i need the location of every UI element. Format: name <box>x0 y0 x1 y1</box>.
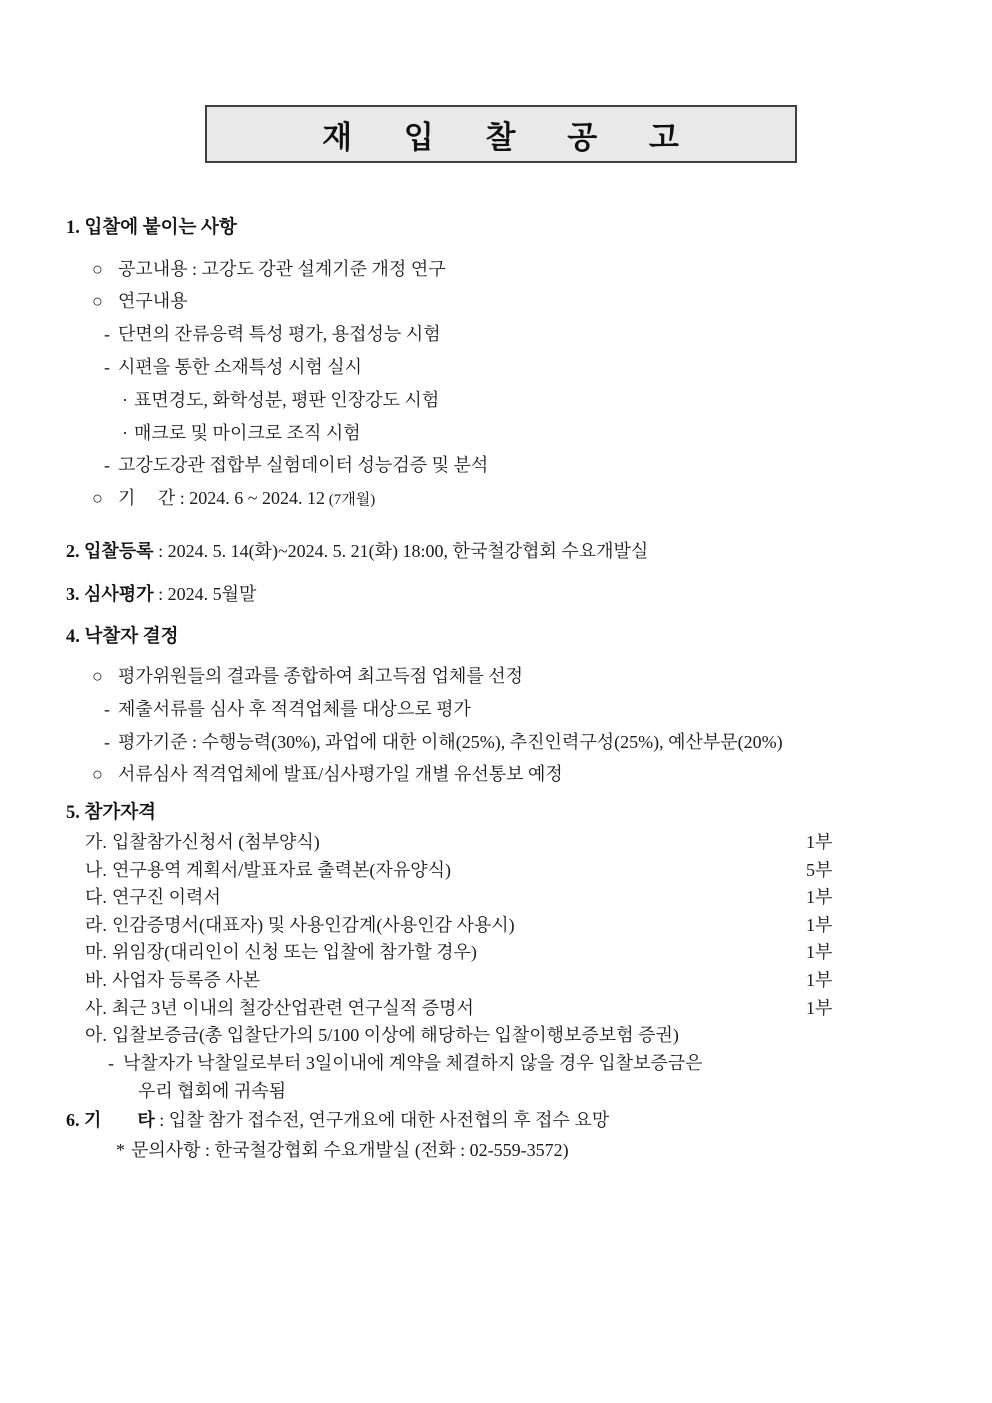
document-title: 재 입 찰 공 고 <box>322 119 680 155</box>
dash-bullet: - <box>108 1053 114 1073</box>
row-marker: 라. <box>85 915 107 935</box>
row-marker: 바. <box>85 970 107 990</box>
circle-bullet: ○ <box>92 291 103 311</box>
deposit-note-line <box>108 1051 703 1075</box>
section-4-item-1 <box>92 664 523 688</box>
document-content <box>66 0 966 1403</box>
item-text: 평가위원들의 결과를 종합하여 최고득점 업체를 선정 <box>118 666 524 686</box>
circle-bullet: ○ <box>92 764 103 784</box>
dot-bullet: · <box>122 423 128 443</box>
section-4-subitem-2 <box>104 730 783 754</box>
dash-bullet: - <box>104 699 110 719</box>
section-2-value: : 2024. 5. 14(화)~2024. 5. 21(화) 18:00, 한국철강협회 수요개발실 <box>153 541 649 561</box>
row-text: 최근 3년 이내의 철강산업관련 연구실적 증명서 <box>112 998 474 1018</box>
section-2-line <box>66 539 648 563</box>
requirement-row-6 <box>85 968 854 992</box>
requirement-row-2 <box>85 858 854 882</box>
section-1-subitem-2 <box>104 355 362 379</box>
item-text: 고강도강관 접합부 실험데이터 성능검증 및 분석 <box>118 455 489 475</box>
requirement-row-3 <box>85 885 854 909</box>
circle-bullet: ○ <box>92 488 103 508</box>
section-1-item-research <box>92 289 188 313</box>
requirement-row-1 <box>85 830 854 854</box>
row-count: 1부 <box>806 970 833 990</box>
requirement-row-4 <box>85 913 854 937</box>
row-text: 연구진 이력서 <box>112 887 221 907</box>
item-text: 공고내용 : 고강도 강관 설계기준 개정 연구 <box>118 259 446 279</box>
dot-bullet: · <box>122 390 128 410</box>
circle-bullet: ○ <box>92 259 103 279</box>
row-count: 1부 <box>806 915 833 935</box>
row-text: 입찰참가신청서 (첨부양식) <box>112 832 320 852</box>
row-count: 1부 <box>806 998 833 1018</box>
row-text: 입찰보증금(총 입찰단가의 5/100 이상에 해당하는 입찰이행보증보험 증권) <box>112 1025 679 1045</box>
item-text: 시편을 통한 소재특성 시험 실시 <box>118 357 363 377</box>
section-4-heading: 4. 낙찰자 결정 <box>66 627 179 647</box>
section-1-subitem-3 <box>104 453 488 477</box>
section-3-value: : 2024. 5월말 <box>153 584 257 604</box>
item-text: 표면경도, 화학성분, 평판 인장강도 시험 <box>134 390 440 410</box>
deposit-note-continuation: 우리 협회에 귀속됨 <box>138 1081 287 1101</box>
row-count <box>806 1023 854 1047</box>
requirement-row-7 <box>85 996 854 1020</box>
section-6-label: 6. 기 타 <box>66 1110 155 1130</box>
row-text: 연구용역 계획서/발표자료 출력본(자유양식) <box>112 860 451 880</box>
row-marker: 사. <box>85 998 107 1018</box>
section-1-item-notice <box>92 257 446 281</box>
row-count: 1부 <box>806 832 833 852</box>
item-text: 기 간 : 2024. 6 ~ 2024. 12 <box>118 488 326 508</box>
row-count: 5부 <box>806 860 833 880</box>
section-6-value: : 입찰 참가 접수전, 연구개요에 대한 사전협의 후 접수 요망 <box>154 1110 610 1130</box>
row-count: 1부 <box>806 942 833 962</box>
contact-text: 문의사항 : 한국철강협회 수요개발실 (전화 : 02-559-3572) <box>131 1140 569 1160</box>
asterisk-marker: * <box>116 1140 125 1160</box>
circle-bullet: ○ <box>92 666 103 686</box>
item-text: 매크로 및 마이크로 조직 시험 <box>134 423 361 443</box>
section-1-item-period <box>92 486 375 512</box>
row-text: 위임장(대리인이 신청 또는 입찰에 참가할 경우) <box>112 942 477 962</box>
section-3-line <box>66 582 256 606</box>
section-3-label: 3. 심사평가 <box>66 584 154 604</box>
item-text: 단면의 잔류응력 특성 평가, 용접성능 시험 <box>118 324 441 344</box>
row-marker: 마. <box>85 942 107 962</box>
row-text: 인감증명서(대표자) 및 사용인감계(사용인감 사용시) <box>112 915 515 935</box>
section-1-subsubitem-2 <box>122 421 361 445</box>
section-4-item-2 <box>92 762 563 786</box>
dash-bullet: - <box>104 455 110 475</box>
section-4-subitem-1 <box>104 697 471 721</box>
note-text: 낙찰자가 낙찰일로부터 3일이내에 계약을 체결하지 않을 경우 입찰보증금은 <box>123 1053 703 1073</box>
row-marker: 다. <box>85 887 107 907</box>
section-1-subsubitem-1 <box>122 388 439 412</box>
dash-bullet: - <box>104 357 110 377</box>
row-count: 1부 <box>806 887 833 907</box>
contact-line <box>116 1138 569 1162</box>
period-duration: (7개월) <box>325 492 376 508</box>
item-text: 평가기준 : 수행능력(30%), 과업에 대한 이해(25%), 추진인력구성(25%), 예산부문(20%) <box>118 732 783 752</box>
requirement-row-8 <box>85 1023 854 1047</box>
row-marker: 가. <box>85 832 107 852</box>
row-marker: 아. <box>85 1025 107 1045</box>
section-1-subitem-1 <box>104 322 441 346</box>
row-text: 사업자 등록증 사본 <box>112 970 261 990</box>
dash-bullet: - <box>104 732 110 752</box>
item-text: 서류심사 적격업체에 발표/심사평가일 개별 유선통보 예정 <box>118 764 563 784</box>
section-2-label: 2. 입찰등록 <box>66 541 154 561</box>
item-text: 연구내용 <box>118 291 188 311</box>
requirement-row-5 <box>85 940 854 964</box>
section-5-heading: 5. 참가자격 <box>66 803 156 823</box>
row-marker: 나. <box>85 860 107 880</box>
section-6-line <box>66 1108 609 1132</box>
section-1-heading: 1. 입찰에 붙이는 사항 <box>66 218 237 238</box>
item-text: 제출서류를 심사 후 적격업체를 대상으로 평가 <box>118 699 471 719</box>
dash-bullet: - <box>104 324 110 344</box>
